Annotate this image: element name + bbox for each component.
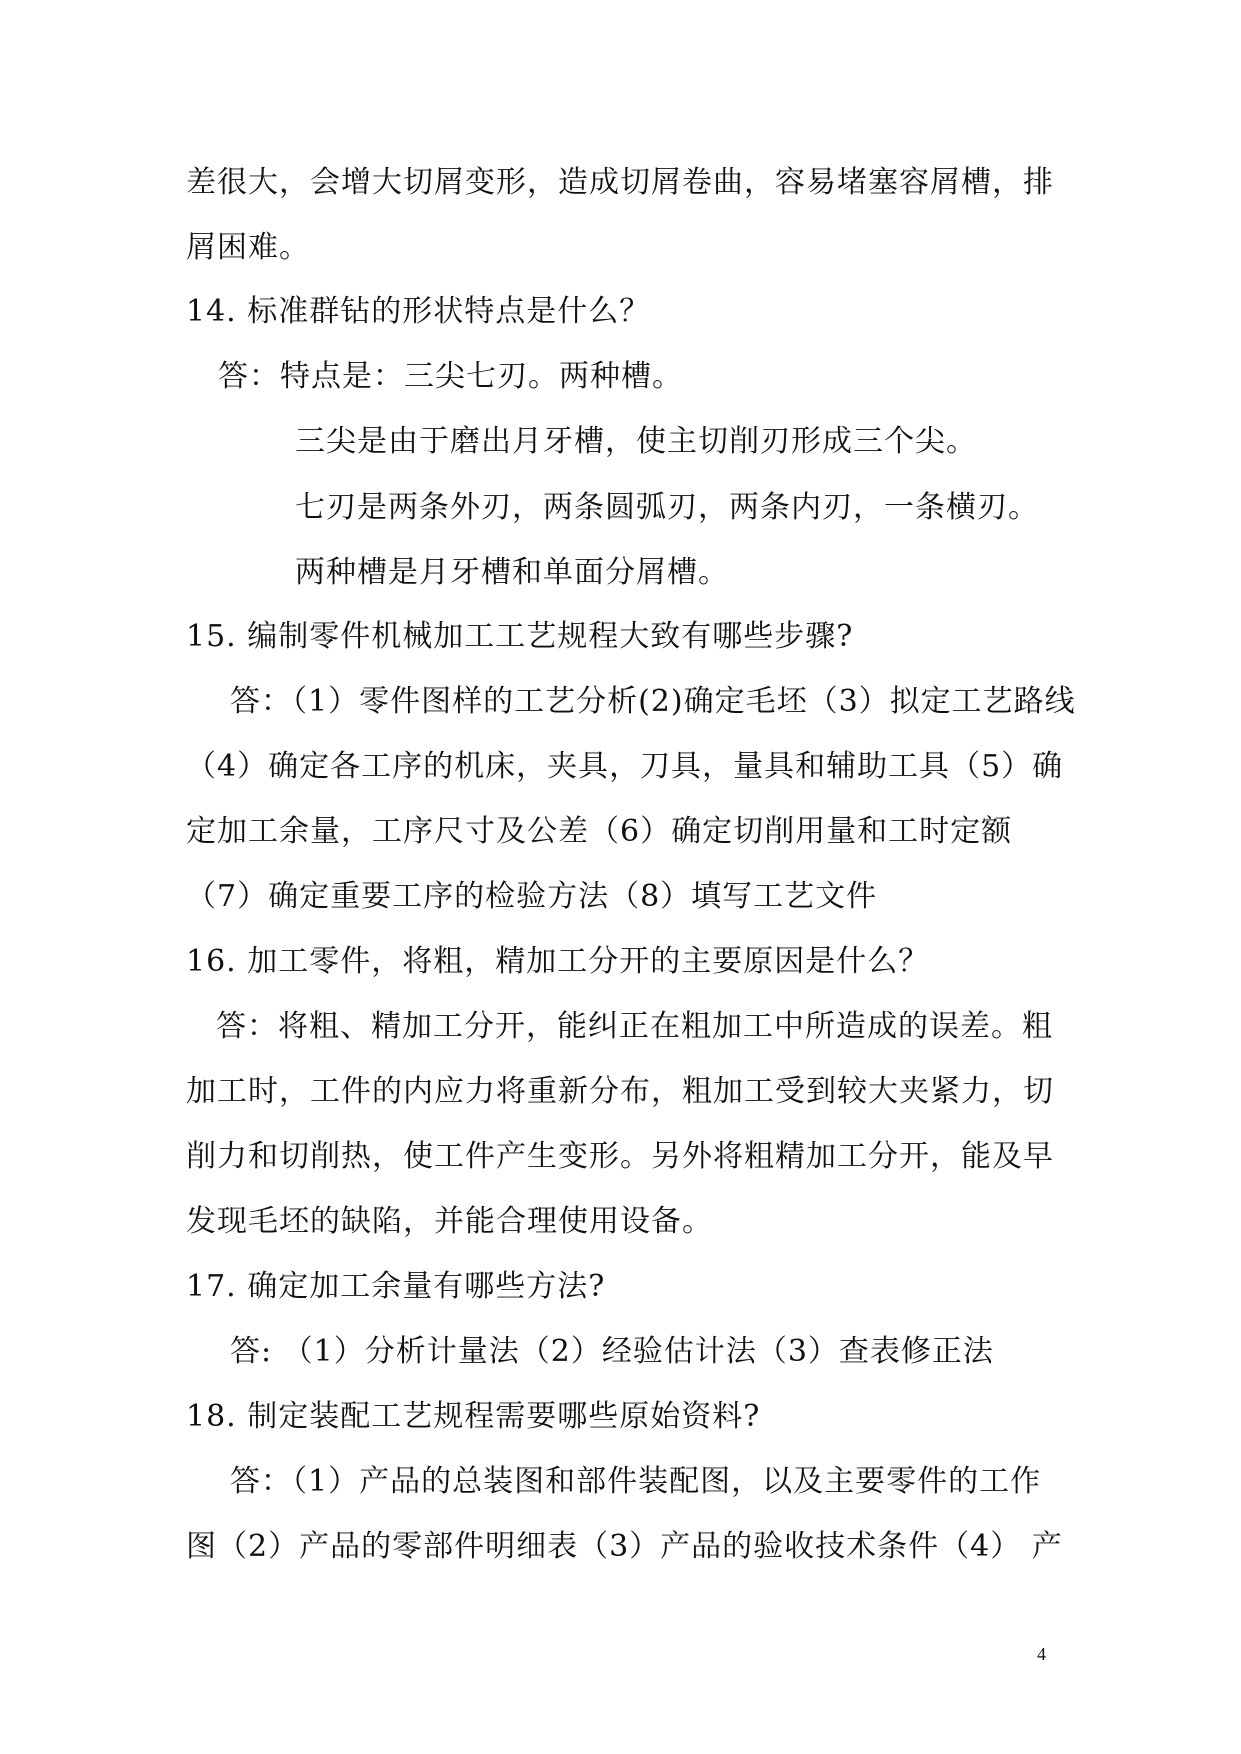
answer-text-line: 削力和切削热，使工件产生变形。另外将粗精加工分开，能及早 (186, 1139, 1054, 1174)
answer-detail-line: 两种槽是月牙槽和单面分屑槽。 (295, 555, 729, 590)
question-heading: 15. 编制零件机械加工工艺规程大致有哪些步骤? (186, 619, 854, 654)
body-text-line: 差很大，会增大切屑变形，造成切屑卷曲，容易堵塞容屑槽，排 (186, 165, 1054, 200)
question-heading: 14. 标准群钻的形状特点是什么？ (186, 294, 651, 329)
answer-detail-line: 三尖是由于磨出月牙槽，使主切削刃形成三个尖。 (295, 424, 977, 459)
answer-text-line: 答：（1）产品的总装图和部件装配图，以及主要零件的工作 (230, 1464, 1042, 1499)
answer-text-line: 定加工余量，工序尺寸及公差（6）确定切削用量和工时定额 (186, 814, 1013, 849)
answer-text-line: 答：特点是：三尖七刃。两种槽。 (218, 359, 683, 394)
body-text-line: 屑困难。 (186, 230, 310, 265)
answer-text-line: （7）确定重要工序的检验方法（8）填写工艺文件 (186, 879, 878, 914)
question-heading: 18. 制定装配工艺规程需要哪些原始资料? (186, 1399, 761, 1434)
question-heading: 17. 确定加工余量有哪些方法? (186, 1269, 606, 1304)
answer-text-line: （4）确定各工序的机床，夹具，刀具，量具和辅助工具（5）确 (186, 749, 1064, 784)
answer-text-line: 答: （1）分析计量法（2）经验估计法（3）查表修正法 (230, 1334, 994, 1369)
answer-text-line: 图（2）产品的零部件明细表（3）产品的验收技术条件（4） 产 (186, 1529, 1063, 1564)
answer-detail-line: 七刃是两条外刃，两条圆弧刃，两条内刃，一条横刃。 (295, 490, 1039, 525)
answer-text-line: 答：（1）零件图样的工艺分析(2)确定毛坯（3）拟定工艺路线 (230, 684, 1076, 719)
answer-text-line: 答：将粗、精加工分开，能纠正在粗加工中所造成的误差。粗 (216, 1009, 1053, 1044)
answer-text-line: 加工时，工件的内应力将重新分布，粗加工受到较大夹紧力，切 (186, 1074, 1054, 1109)
page-number: 4 (1037, 1644, 1046, 1664)
question-heading: 16. 加工零件，将粗，精加工分开的主要原因是什么？ (186, 944, 930, 979)
answer-text-line: 发现毛坯的缺陷，并能合理使用设备。 (186, 1204, 713, 1239)
